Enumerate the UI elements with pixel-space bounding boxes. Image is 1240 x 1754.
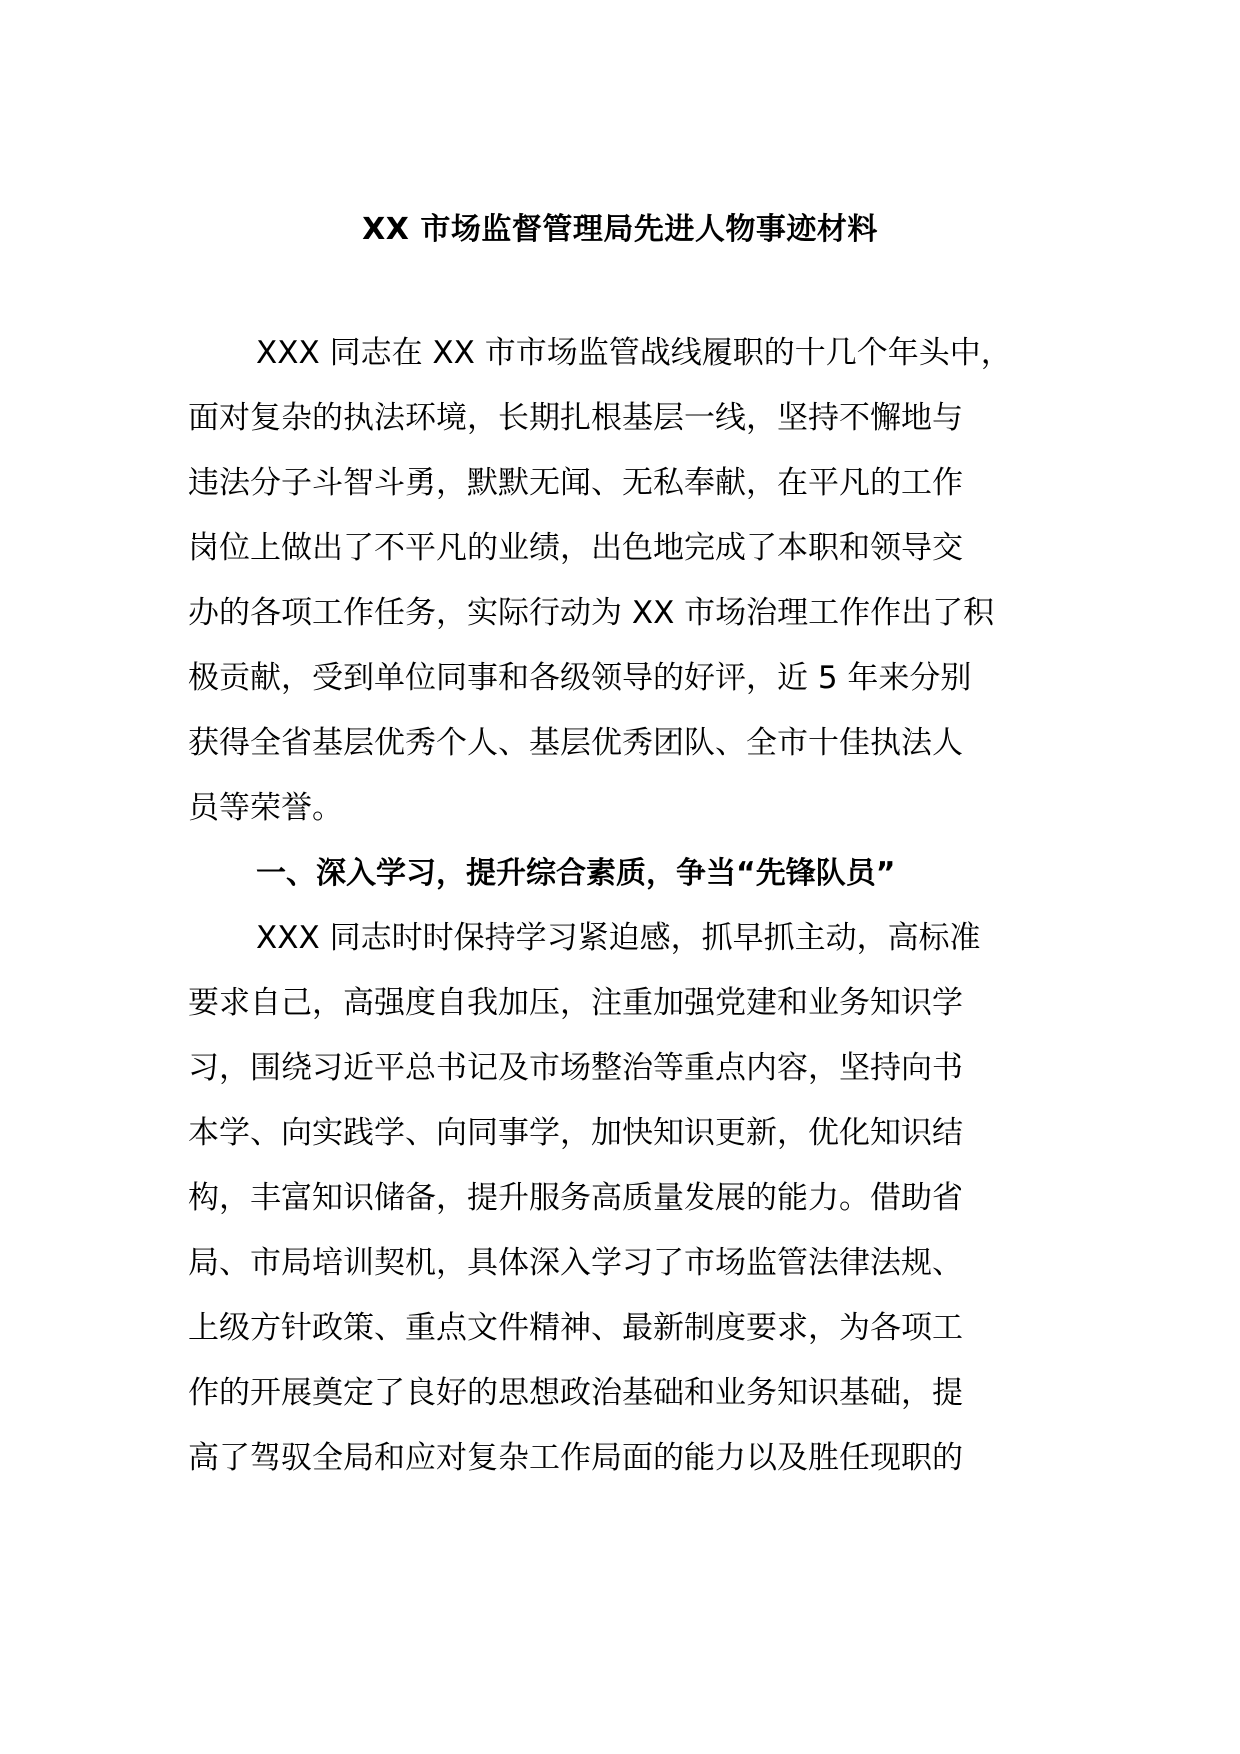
paragraph-line: 极贡献，受到单位同事和各级领导的好评，近 5 年来分别	[188, 660, 972, 696]
paragraph-1	[188, 321, 1056, 841]
paragraph-line: 作的开展奠定了良好的思想政治基础和业务知识基础，提	[188, 1375, 963, 1411]
paragraph-line: XXX 同志在 XX 市市场监管战线履职的十几个年头中，	[256, 335, 1012, 371]
paragraph-line: 习，围绕习近平总书记及市场整治等重点内容，坚持向书	[188, 1050, 963, 1086]
paragraph-2	[188, 906, 1056, 1491]
paragraph-line: 本学、向实践学、向同事学，加快知识更新，优化知识结	[188, 1115, 963, 1151]
paragraph-line: 构，丰富知识储备，提升服务高质量发展的能力。借助省	[188, 1180, 963, 1216]
section-heading-text: 一、深入学习，提升综合素质，争当“先锋队员”	[256, 856, 896, 891]
paragraph-line: 办的各项工作任务，实际行动为 XX 市场治理工作作出了积	[188, 595, 995, 631]
paragraph-line: 局、市局培训契机，具体深入学习了市场监管法律法规、	[188, 1245, 963, 1281]
paragraph-line: 高了驾驭全局和应对复杂工作局面的能力以及胜任现职的	[188, 1440, 963, 1476]
section-heading-1	[188, 841, 1056, 906]
paragraph-line: 要求自己，高强度自我加压，注重加强党建和业务知识学	[188, 985, 963, 1021]
paragraph-line: 获得全省基层优秀个人、基层优秀团队、全市十佳执法人	[188, 725, 963, 761]
paragraph-line: 员等荣誉。	[188, 790, 343, 826]
paragraph-line: 违法分子斗智斗勇，默默无闻、无私奉献，在平凡的工作	[188, 465, 963, 501]
paragraph-line: 岗位上做出了不平凡的业绩，出色地完成了本职和领导交	[188, 530, 963, 566]
document-title: XX 市场监督管理局先进人物事迹材料	[362, 212, 878, 247]
paragraph-line: 面对复杂的执法环境，长期扎根基层一线，坚持不懈地与	[188, 400, 963, 436]
paragraph-line: XXX 同志时时保持学习紧迫感，抓早抓主动，高标准	[256, 920, 981, 956]
paragraph-line: 上级方针政策、重点文件精神、最新制度要求，为各项工	[188, 1310, 963, 1346]
